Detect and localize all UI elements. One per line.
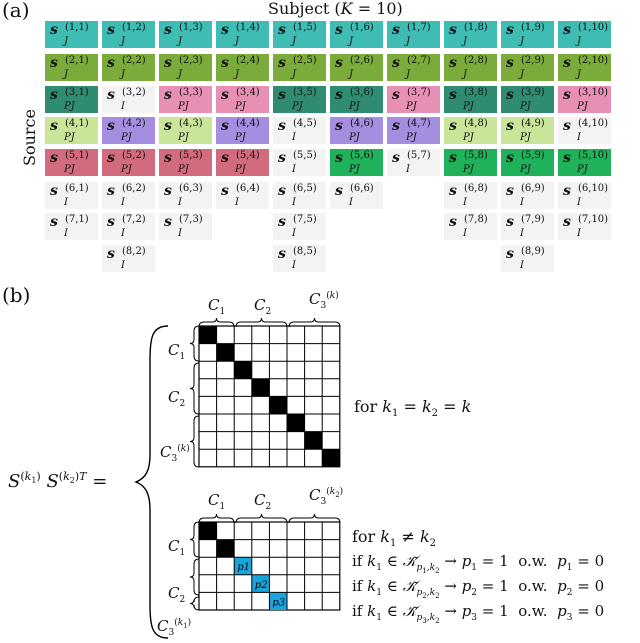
cell-symbol: s (8,9) I: [506, 246, 545, 271]
cell-type: PJ: [178, 132, 189, 143]
cell-type: PJ: [463, 164, 474, 175]
cell-type: I: [121, 228, 125, 239]
cell-index: (2,7): [407, 55, 431, 66]
cell-index: (6,6): [350, 183, 374, 194]
cell-symbol: s (3,10) PJ: [563, 87, 609, 112]
cell-type: PJ: [349, 164, 360, 175]
cell-type: J: [64, 36, 69, 47]
cell-type: PJ: [64, 132, 75, 143]
cell-type: PJ: [520, 101, 531, 112]
cell-index: (4,7): [407, 118, 431, 129]
bot-col-label-c3k2: $C_3^{(k_2)}$: [309, 486, 344, 507]
cell-type: I: [121, 260, 125, 271]
cell-symbol: s (1,7) J: [392, 22, 431, 47]
cell-index: (4,8): [464, 118, 488, 129]
p-cell-label: p3: [272, 597, 286, 609]
cell-symbol: s (1,6) J: [335, 22, 374, 47]
cell-type: J: [292, 36, 297, 47]
cell-index: (2,4): [236, 55, 260, 66]
cell-type: J: [235, 69, 240, 80]
cell-type: PJ: [349, 101, 360, 112]
cell-type: PJ: [178, 101, 189, 112]
cell-index: (2,3): [179, 55, 203, 66]
cell-index: (1,1): [65, 22, 89, 33]
cell-type: I: [577, 197, 581, 208]
cell-type: J: [349, 36, 354, 47]
cell-symbol: s (3,1) PJ: [50, 87, 89, 112]
cell-symbol: s (3,2) I: [107, 87, 146, 112]
cell-type: I: [292, 164, 296, 175]
cell-index: (5,10): [578, 150, 609, 161]
cell-type: I: [178, 228, 182, 239]
cell-symbol: s (4,4) PJ: [221, 118, 260, 143]
cell-type: I: [292, 260, 296, 271]
cell-symbol: s (1,3) J: [164, 22, 203, 47]
cell-index: (5,8): [464, 150, 488, 161]
cell-symbol: s (2,8) J: [449, 55, 488, 80]
cell-index: (1,10): [578, 22, 609, 33]
cell-symbol: s (2,3) J: [164, 55, 203, 80]
cell-symbol: s (6,2) I: [107, 183, 146, 208]
cell-symbol: s (4,5) I: [278, 118, 317, 143]
cell-index: (2,10): [578, 55, 609, 66]
cell-symbol: s (2,9) J: [506, 55, 545, 80]
cell-index: (2,8): [464, 55, 488, 66]
cell-symbol: s (1,1) J: [50, 22, 89, 47]
cell-symbol: s (5,7) I: [392, 150, 431, 175]
cell-index: (6,9): [521, 183, 545, 194]
cell-type: PJ: [463, 101, 474, 112]
cell-type: PJ: [64, 101, 75, 112]
top-diag-cell: [269, 396, 287, 414]
cell-symbol: s (5,8) PJ: [449, 150, 488, 175]
panel-a-label: (a): [2, 0, 30, 22]
row-group-brace: [190, 326, 199, 361]
cell-symbol: s (5,3) PJ: [164, 150, 203, 175]
bot-row-label-c3k1: $C_3^{(k_1)}$: [157, 617, 192, 638]
cell-index: (4,2): [122, 118, 146, 129]
cell-symbol: s (6,9) I: [506, 183, 545, 208]
cell-type: J: [577, 69, 582, 80]
cell-type: I: [577, 132, 581, 143]
cell-type: I: [520, 228, 524, 239]
bot-col-label-c2: $C_2$: [254, 491, 272, 512]
cell-type: PJ: [235, 132, 246, 143]
cell-index: (3,4): [236, 87, 260, 98]
cell-symbol: s (2,5) J: [278, 55, 317, 80]
cell-symbol: s (7,5) I: [278, 214, 317, 239]
cell-symbol: s (6,10) I: [563, 183, 609, 208]
cell-index: (8,9): [521, 246, 545, 257]
cell-index: (1,7): [407, 22, 431, 33]
cell-index: (8,2): [122, 246, 146, 257]
cell-type: I: [292, 197, 296, 208]
row-group-brace: [190, 363, 199, 414]
cell-index: (2,5): [293, 55, 317, 66]
cell-index: (4,4): [236, 118, 260, 129]
top-col-label-c2: $C_2$: [254, 296, 272, 317]
cell-index: (1,8): [464, 22, 488, 33]
cell-index: (6,5): [293, 183, 317, 194]
cell-type: I: [292, 132, 296, 143]
cell-type: J: [121, 69, 126, 80]
cell-index: (4,5): [293, 118, 317, 129]
cell-symbol: s (7,1) I: [50, 214, 89, 239]
top-diag-cell: [199, 326, 217, 344]
cell-symbol: s (3,4) PJ: [221, 87, 260, 112]
cell-type: PJ: [64, 164, 75, 175]
top-row-label-c3k: $C_3^{(k)}$: [160, 443, 190, 464]
cell-type: PJ: [349, 132, 360, 143]
bot-caption: for $k_1 \ne k_2$: [352, 527, 437, 550]
cell-symbol: s (2,6) J: [335, 55, 374, 80]
cell-type: I: [577, 228, 581, 239]
cell-symbol: s (8,2) I: [107, 246, 146, 271]
cell-symbol: s (1,9) J: [506, 22, 545, 47]
bot-row-label-c1: $C_1$: [168, 537, 186, 558]
cell-index: (5,3): [179, 150, 203, 161]
cell-symbol: s (6,5) I: [278, 183, 317, 208]
cell-symbol: s (6,3) I: [164, 183, 203, 208]
cell-symbol: s (7,3) I: [164, 214, 203, 239]
cell-type: PJ: [121, 132, 132, 143]
cell-symbol: s (3,9) PJ: [506, 87, 545, 112]
cell-type: J: [178, 36, 183, 47]
cell-type: I: [64, 197, 68, 208]
cell-symbol: s (5,5) I: [278, 150, 317, 175]
cell-symbol: s (1,5) J: [278, 22, 317, 47]
cell-symbol: s (3,7) PJ: [392, 87, 431, 112]
cell-symbol: s (1,10) J: [563, 22, 609, 47]
cell-symbol: s (7,2) I: [107, 214, 146, 239]
cell-symbol: s (7,8) I: [449, 214, 488, 239]
top-row-label-c1: $C_1$: [168, 341, 186, 362]
cell-symbol: s (3,3) PJ: [164, 87, 203, 112]
cell-symbol: s (6,4) I: [221, 183, 260, 208]
cell-index: (3,7): [407, 87, 431, 98]
cell-index: (4,1): [65, 118, 89, 129]
top-col-label-c1: $C_1$: [208, 296, 226, 317]
cell-symbol: s (3,8) PJ: [449, 87, 488, 112]
cell-type: I: [292, 228, 296, 239]
cell-index: (7,8): [464, 214, 488, 225]
cell-type: I: [121, 101, 125, 112]
bottom-matrix: [199, 522, 340, 610]
cell-symbol: s (6,6) I: [335, 183, 374, 208]
top-col-label-c3k: $C_3^{(k)}$: [309, 290, 339, 311]
bot-row-label-c2: $C_2$: [168, 584, 186, 605]
cell-type: I: [349, 197, 353, 208]
cell-type: J: [121, 36, 126, 47]
cell-type: J: [463, 36, 468, 47]
cell-index: (3,3): [179, 87, 203, 98]
cell-type: J: [520, 36, 525, 47]
cell-type: J: [520, 69, 525, 80]
cell-index: (6,8): [464, 183, 488, 194]
cell-index: (5,4): [236, 150, 260, 161]
product-lhs: $S^{(k_1)}$ $S^{(k_2)T}$ =: [8, 470, 108, 492]
cell-symbol: s (4,1) PJ: [50, 118, 89, 143]
source-axis-label: Source: [20, 109, 39, 166]
cell-index: (5,9): [521, 150, 545, 161]
cell-index: (2,2): [122, 55, 146, 66]
cell-type: I: [406, 164, 410, 175]
cell-type: PJ: [577, 101, 588, 112]
cell-type: I: [235, 197, 239, 208]
cell-index: (3,6): [350, 87, 374, 98]
cell-index: (3,1): [65, 87, 89, 98]
cell-type: PJ: [520, 132, 531, 143]
cell-index: (6,4): [236, 183, 260, 194]
cell-index: (3,8): [464, 87, 488, 98]
p-cell-label: p2: [254, 579, 268, 591]
cell-symbol: s (2,7) J: [392, 55, 431, 80]
cell-index: (5,6): [350, 150, 374, 161]
cell-type: J: [178, 69, 183, 80]
cell-index: (7,9): [521, 214, 545, 225]
top-row-label-c2: $C_2$: [168, 388, 186, 409]
cell-index: (4,6): [350, 118, 374, 129]
cell-type: J: [64, 69, 69, 80]
cell-index: (3,2): [122, 87, 146, 98]
cell-index: (6,1): [65, 183, 89, 194]
cell-index: (1,5): [293, 22, 317, 33]
cell-type: I: [463, 197, 467, 208]
cell-type: PJ: [178, 164, 189, 175]
top-diag-cell: [287, 414, 305, 432]
cell-index: (2,9): [521, 55, 545, 66]
cell-type: I: [178, 197, 182, 208]
cell-symbol: s (5,4) PJ: [221, 150, 260, 175]
cell-type: I: [520, 197, 524, 208]
cell-symbol: s (2,1) J: [50, 55, 89, 80]
cell-index: (4,3): [179, 118, 203, 129]
cell-type: I: [121, 197, 125, 208]
cell-symbol: s (4,3) PJ: [164, 118, 203, 143]
condition-p2: if $k_1$ ∈ $𝒦̃_{p_2,k_2} \to p_2 = 1$ o.w. $p_2 = 0$: [352, 577, 605, 600]
cell-index: (3,5): [293, 87, 317, 98]
top-diag-cell: [305, 432, 323, 450]
top-caption: for $k_1 = k_2 = k$: [354, 397, 472, 420]
cell-type: PJ: [292, 101, 303, 112]
cell-type: J: [292, 69, 297, 80]
cell-index: (3,10): [578, 87, 609, 98]
cell-symbol: s (8,5) I: [278, 246, 317, 271]
cell-symbol: s (5,1) PJ: [50, 150, 89, 175]
cell-symbol: s (7,10) I: [563, 214, 609, 239]
cell-index: (6,3): [179, 183, 203, 194]
cell-symbol: s (2,10) J: [563, 55, 609, 80]
row-group-brace: [190, 597, 199, 610]
cell-symbol: s (4,9) PJ: [506, 118, 545, 143]
top-diag-cell: [322, 449, 340, 467]
cell-type: J: [406, 69, 411, 80]
cell-index: (7,1): [65, 214, 89, 225]
cell-symbol: s (7,9) I: [506, 214, 545, 239]
cell-index: (5,2): [122, 150, 146, 161]
cell-index: (7,10): [578, 214, 609, 225]
cell-type: PJ: [406, 101, 417, 112]
cell-type: J: [349, 69, 354, 80]
row-group-brace: [190, 416, 199, 467]
cell-symbol: s (5,6) PJ: [335, 150, 374, 175]
cell-index: (1,6): [350, 22, 374, 33]
subject-header: Subject (K = 10): [268, 0, 403, 18]
cell-type: I: [520, 260, 524, 271]
top-matrix: [199, 326, 340, 467]
cell-type: PJ: [577, 164, 588, 175]
cell-index: (7,2): [122, 214, 146, 225]
top-diag-cell: [252, 379, 270, 397]
cell-type: J: [463, 69, 468, 80]
row-group-brace: [190, 522, 199, 557]
bot-col-label-c1: $C_1$: [208, 491, 226, 512]
cell-symbol: s (4,2) PJ: [107, 118, 146, 143]
cell-index: (3,9): [521, 87, 545, 98]
cell-index: (1,9): [521, 22, 545, 33]
cell-symbol: s (6,8) I: [449, 183, 488, 208]
row-group-brace: [190, 559, 199, 595]
cell-index: (5,7): [407, 150, 431, 161]
cell-index: (1,2): [122, 22, 146, 33]
p-cell-label: p1: [237, 562, 250, 574]
cell-symbol: s (4,6) PJ: [335, 118, 374, 143]
cell-type: J: [577, 36, 582, 47]
cell-symbol: s (4,10) I: [563, 118, 609, 143]
cell-symbol: s (1,8) J: [449, 22, 488, 47]
cell-index: (2,6): [350, 55, 374, 66]
cell-type: I: [64, 228, 68, 239]
cell-index: (4,9): [521, 118, 545, 129]
cell-index: (2,1): [65, 55, 89, 66]
cell-symbol: s (4,7) PJ: [392, 118, 431, 143]
cell-index: (5,1): [65, 150, 89, 161]
cell-symbol: s (5,2) PJ: [107, 150, 146, 175]
cell-index: (1,3): [179, 22, 203, 33]
cell-symbol: s (6,1) I: [50, 183, 89, 208]
cell-index: (4,10): [578, 118, 609, 129]
bottom-diag-cell: [217, 540, 235, 558]
cell-symbol: s (5,10) PJ: [563, 150, 609, 175]
top-diag-cell: [234, 361, 252, 379]
cell-symbol: s (2,2) J: [107, 55, 146, 80]
cell-index: (6,2): [122, 183, 146, 194]
cell-index: (8,5): [293, 246, 317, 257]
cell-symbol: s (5,9) PJ: [506, 150, 545, 175]
cell-type: PJ: [121, 164, 132, 175]
cell-type: PJ: [406, 132, 417, 143]
cell-type: J: [406, 36, 411, 47]
cell-symbol: s (3,5) PJ: [278, 87, 317, 112]
cell-type: J: [235, 36, 240, 47]
cell-type: PJ: [463, 132, 474, 143]
cell-symbol: s (4,8) PJ: [449, 118, 488, 143]
cell-type: PJ: [520, 164, 531, 175]
cell-symbol: s (2,4) J: [221, 55, 260, 80]
cell-symbol: s (3,6) PJ: [335, 87, 374, 112]
cell-symbol: s (1,2) J: [107, 22, 146, 47]
cell-type: PJ: [235, 101, 246, 112]
left-brace: [136, 326, 168, 638]
bottom-diag-cell: [199, 522, 217, 540]
cell-index: (7,3): [179, 214, 203, 225]
cell-type: PJ: [235, 164, 246, 175]
condition-p1: if $k_1$ ∈ $𝒦̃_{p_1,k_2} \to p_1 = 1$ o.w. $p_1 = 0$: [352, 552, 605, 575]
cell-index: (1,4): [236, 22, 260, 33]
panel-b-label: (b): [2, 283, 31, 307]
cell-symbol: s (1,4) J: [221, 22, 260, 47]
cell-type: I: [463, 228, 467, 239]
cell-index: (7,5): [293, 214, 317, 225]
cell-index: (5,5): [293, 150, 317, 161]
condition-p3: if $k_1$ ∈ $𝒦̃_{p_3,k_2} \to p_3 = 1$ o.w. $p_3 = 0$: [352, 602, 605, 625]
cell-index: (6,10): [578, 183, 609, 194]
top-diag-cell: [217, 344, 235, 362]
